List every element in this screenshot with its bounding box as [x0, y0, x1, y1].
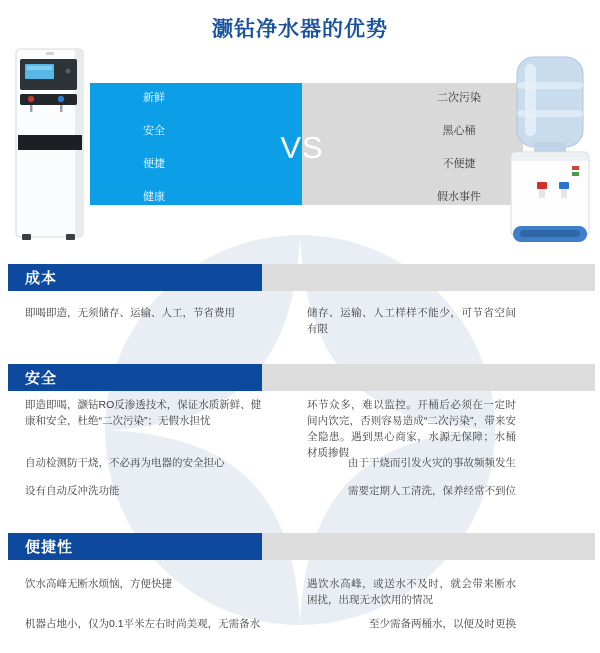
- section-header-safety-blue: [8, 364, 262, 391]
- safety-left-row3: 设有自动反冲洗功能: [25, 485, 120, 497]
- drawback-fake-water: 假水事件: [437, 191, 481, 203]
- section-header-safety: [8, 364, 595, 391]
- cost-right-text: 储存、运输、人工样样不能少，可节省空间有限: [307, 307, 516, 335]
- vs-label: VS: [280, 130, 324, 165]
- drawback-secondary-pollution: 二次污染: [437, 92, 481, 104]
- section-title-safety: 安全: [25, 370, 58, 387]
- section-title-convenience: 便捷性: [25, 539, 74, 556]
- drawback-bad-barrel: 黑心桶: [442, 125, 476, 137]
- convenience-left-row1: 饮水高峰无断水烦恼，方便快捷: [25, 578, 172, 590]
- section-header-cost-blue: [8, 264, 262, 291]
- convenience-right-row2: 至少需备两桶水，以便及时更换: [369, 618, 516, 630]
- section-title-cost: 成本: [25, 270, 58, 287]
- section-header-convenience: [8, 533, 595, 560]
- drawback-inconvenient: 不便捷: [442, 158, 476, 170]
- section-header-convenience-blue: [8, 533, 262, 560]
- section-header-safety-gray: [262, 364, 595, 391]
- page-title: 灏钻净水器的优势: [212, 18, 388, 41]
- benefit-healthy: 健康: [143, 191, 165, 203]
- water-purifier-image: [4, 44, 106, 244]
- cost-left-text: 即喝即造，无须储存、运输、人工，节省费用: [25, 307, 235, 319]
- purifier-benefits-list: [143, 92, 165, 224]
- safety-right-row3: 需要定期人工清洗，保养经常不到位: [348, 485, 516, 497]
- safety-right-row2: 由于干烧而引发火灾的事故频频发生: [348, 457, 516, 469]
- safety-left-paragraph: 即造即喝，灏钻RO反渗透技术，保证水质新鲜、健康和安全，杜绝“二次污染”；无假水担忧: [25, 399, 262, 427]
- safety-right-paragraph: 环节众多，难以监控。开桶后必须在一定时间内饮完，否则容易造成“二次污染”，带来安全隐患。遇到黑心商家，水源无保障；水桶材质掺假: [307, 399, 516, 459]
- convenience-right-row1: 遇饮水高峰，或送水不及时，就会带来断水困扰，出现无水饮用的情况: [307, 578, 516, 606]
- bottled-dispenser-image: [504, 54, 596, 250]
- dispenser-drawbacks-list: [399, 92, 519, 224]
- section-header-cost-gray: [262, 264, 595, 291]
- section-header-cost: [8, 264, 595, 291]
- benefit-convenient: 便捷: [143, 158, 165, 170]
- safety-left-row2: 自动检测防干烧，不必再为电器的安全担心: [25, 457, 225, 469]
- benefit-fresh: 新鲜: [143, 92, 165, 104]
- convenience-left-row2: 机器占地小，仅为0.1平米左右时尚美观，无需备水: [25, 618, 261, 630]
- benefit-safe: 安全: [143, 125, 165, 137]
- section-header-convenience-gray: [262, 533, 595, 560]
